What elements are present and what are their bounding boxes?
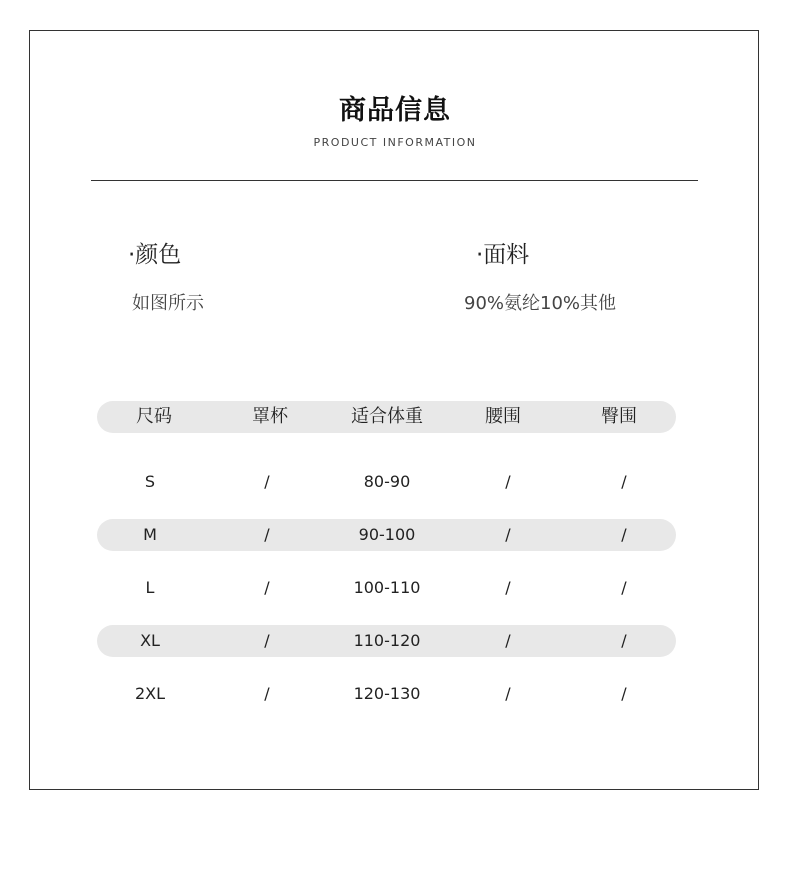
header-waist: 腰围 <box>485 406 521 427</box>
color-value: 如图所示 <box>132 293 204 314</box>
cell-cup: / <box>264 525 270 544</box>
cell-size: 2XL <box>134 684 166 703</box>
page-title: 商品信息 <box>339 95 451 126</box>
color-label: ·颜色 <box>128 242 182 268</box>
table-row <box>97 466 676 498</box>
cell-weight: 110-120 <box>353 631 421 650</box>
cell-weight: 100-110 <box>353 578 421 597</box>
cell-weight: 120-130 <box>353 684 421 703</box>
cell-waist: / <box>505 525 511 544</box>
header-cup: 罩杯 <box>252 406 288 427</box>
cell-weight: 90-100 <box>358 525 416 544</box>
header-size: 尺码 <box>136 406 172 427</box>
cell-cup: / <box>264 578 270 597</box>
header-weight: 适合体重 <box>351 406 423 427</box>
fabric-label: ·面料 <box>476 242 530 268</box>
table-row <box>97 519 676 551</box>
cell-size: M <box>143 525 157 544</box>
cell-weight: 80-90 <box>363 472 411 491</box>
cell-waist: / <box>505 684 511 703</box>
table-row <box>97 625 676 657</box>
table-row <box>97 678 676 710</box>
size-table <box>97 401 676 710</box>
cell-hip: / <box>621 472 627 491</box>
cell-hip: / <box>621 578 627 597</box>
cell-size: XL <box>140 631 160 650</box>
cell-size: L <box>145 578 155 597</box>
header-hip: 臀围 <box>601 406 637 427</box>
cell-hip: / <box>621 631 627 650</box>
cell-hip: / <box>621 684 627 703</box>
cell-waist: / <box>505 472 511 491</box>
page-subtitle: PRODUCT INFORMATION <box>313 136 477 149</box>
fabric-value: 90%氨纶10%其他 <box>464 293 617 314</box>
cell-cup: / <box>264 684 270 703</box>
cell-size: S <box>144 472 156 491</box>
title-divider <box>91 180 698 181</box>
cell-cup: / <box>264 631 270 650</box>
table-row <box>97 572 676 604</box>
cell-hip: / <box>621 525 627 544</box>
cell-waist: / <box>505 631 511 650</box>
table-header-row <box>97 401 676 433</box>
cell-cup: / <box>264 472 270 491</box>
cell-waist: / <box>505 578 511 597</box>
